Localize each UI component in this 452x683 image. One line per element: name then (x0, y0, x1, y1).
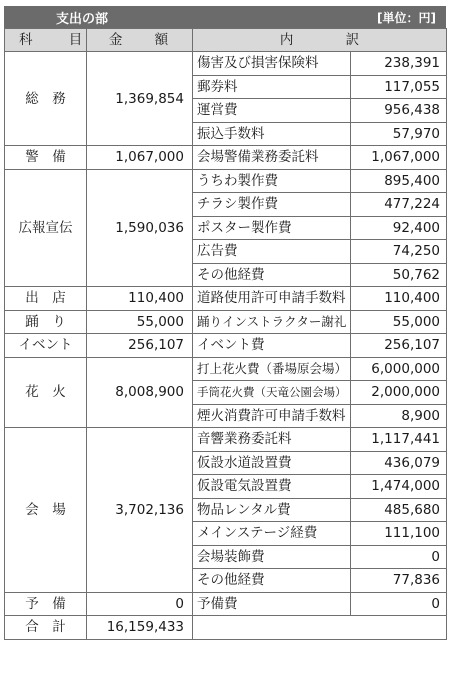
detail-label-cell: チラシ製作費 (193, 193, 351, 217)
detail-label-cell: ポスター製作費 (193, 216, 351, 240)
detail-label-cell: 会場装飾費 (193, 545, 351, 569)
detail-label-cell: うちわ製作費 (193, 169, 351, 193)
detail-label-cell: 予備費 (193, 592, 351, 616)
detail-value-cell: 8,900 (351, 404, 447, 428)
total-amount: 16,159,433 (87, 616, 193, 640)
table-row (5, 334, 447, 358)
subject-cell: 踊 り (5, 310, 87, 334)
subject-cell: 出 店 (5, 287, 87, 311)
detail-value-cell: 1,067,000 (351, 146, 447, 170)
total-row (5, 616, 447, 640)
detail-value-cell: 0 (351, 592, 447, 616)
table-row (5, 169, 447, 193)
detail-label-cell: 音響業務委託料 (193, 428, 351, 452)
detail-value-cell: 238,391 (351, 52, 447, 76)
amount-cell: 256,107 (87, 334, 193, 358)
detail-value-cell: 436,079 (351, 451, 447, 475)
detail-label-cell: 打上花火費（番場原会場） (193, 357, 351, 381)
detail-label-cell: その他経費 (193, 569, 351, 593)
table-row (5, 428, 447, 452)
detail-label-cell: 手筒花火費（天竜公園会場） (193, 381, 351, 405)
expense-table-body (5, 52, 447, 640)
detail-value-cell: 111,100 (351, 522, 447, 546)
detail-value-cell: 117,055 (351, 75, 447, 99)
total-detail-empty (193, 616, 447, 640)
amount-cell: 1,590,036 (87, 169, 193, 287)
detail-value-cell: 256,107 (351, 334, 447, 358)
detail-value-cell: 50,762 (351, 263, 447, 287)
header-row (5, 29, 447, 52)
header-subject: 科 目 (5, 29, 87, 52)
detail-label-cell: 広告費 (193, 240, 351, 264)
detail-label-cell: 傷害及び損害保険料 (193, 52, 351, 76)
subject-cell: 予 備 (5, 592, 87, 616)
expense-table-container (4, 6, 446, 640)
amount-cell: 0 (87, 592, 193, 616)
detail-label-cell: 会場警備業務委託料 (193, 146, 351, 170)
detail-label-cell: 仮設電気設置費 (193, 475, 351, 499)
subject-cell: 総 務 (5, 52, 87, 146)
detail-value-cell: 74,250 (351, 240, 447, 264)
total-label: 合 計 (5, 616, 87, 640)
amount-cell: 110,400 (87, 287, 193, 311)
detail-label-cell: 煙火消費許可申請手数料 (193, 404, 351, 428)
detail-value-cell: 895,400 (351, 169, 447, 193)
table-row (5, 146, 447, 170)
amount-cell: 3,702,136 (87, 428, 193, 593)
detail-value-cell: 477,224 (351, 193, 447, 217)
detail-value-cell: 77,836 (351, 569, 447, 593)
detail-value-cell: 956,438 (351, 99, 447, 123)
amount-cell: 55,000 (87, 310, 193, 334)
detail-value-cell: 0 (351, 545, 447, 569)
subject-cell: 広報宣伝 (5, 169, 87, 287)
table-title-bar (4, 6, 446, 28)
detail-label-cell: 郵券料 (193, 75, 351, 99)
subject-cell: イベント (5, 334, 87, 358)
subject-cell: 花 火 (5, 357, 87, 428)
detail-label-cell: イベント費 (193, 334, 351, 358)
table-row (5, 52, 447, 76)
detail-value-cell: 1,474,000 (351, 475, 447, 499)
table-row (5, 287, 447, 311)
detail-label-cell: 道路使用許可申請手数料 (193, 287, 351, 311)
detail-label-cell: メインステージ経費 (193, 522, 351, 546)
expense-table (4, 28, 447, 640)
table-title: 支出の部 (56, 11, 109, 27)
detail-value-cell: 6,000,000 (351, 357, 447, 381)
detail-label-cell: 踊りインストラクター謝礼 (193, 310, 351, 334)
detail-value-cell: 485,680 (351, 498, 447, 522)
detail-value-cell: 1,117,441 (351, 428, 447, 452)
detail-value-cell: 110,400 (351, 287, 447, 311)
detail-label-cell: 仮設水道設置費 (193, 451, 351, 475)
detail-label-cell: 振込手数料 (193, 122, 351, 146)
table-row (5, 357, 447, 381)
unit-label: [単位：円] (377, 10, 436, 25)
amount-cell: 1,369,854 (87, 52, 193, 146)
table-row (5, 310, 447, 334)
detail-value-cell: 55,000 (351, 310, 447, 334)
amount-cell: 8,008,900 (87, 357, 193, 428)
header-detail: 内 訳 (193, 29, 447, 52)
detail-label-cell: 物品レンタル費 (193, 498, 351, 522)
subject-cell: 会 場 (5, 428, 87, 593)
detail-value-cell: 2,000,000 (351, 381, 447, 405)
header-amount: 金 額 (87, 29, 193, 52)
detail-label-cell: 運営費 (193, 99, 351, 123)
detail-label-cell: その他経費 (193, 263, 351, 287)
table-row (5, 592, 447, 616)
detail-value-cell: 57,970 (351, 122, 447, 146)
subject-cell: 警 備 (5, 146, 87, 170)
detail-value-cell: 92,400 (351, 216, 447, 240)
amount-cell: 1,067,000 (87, 146, 193, 170)
